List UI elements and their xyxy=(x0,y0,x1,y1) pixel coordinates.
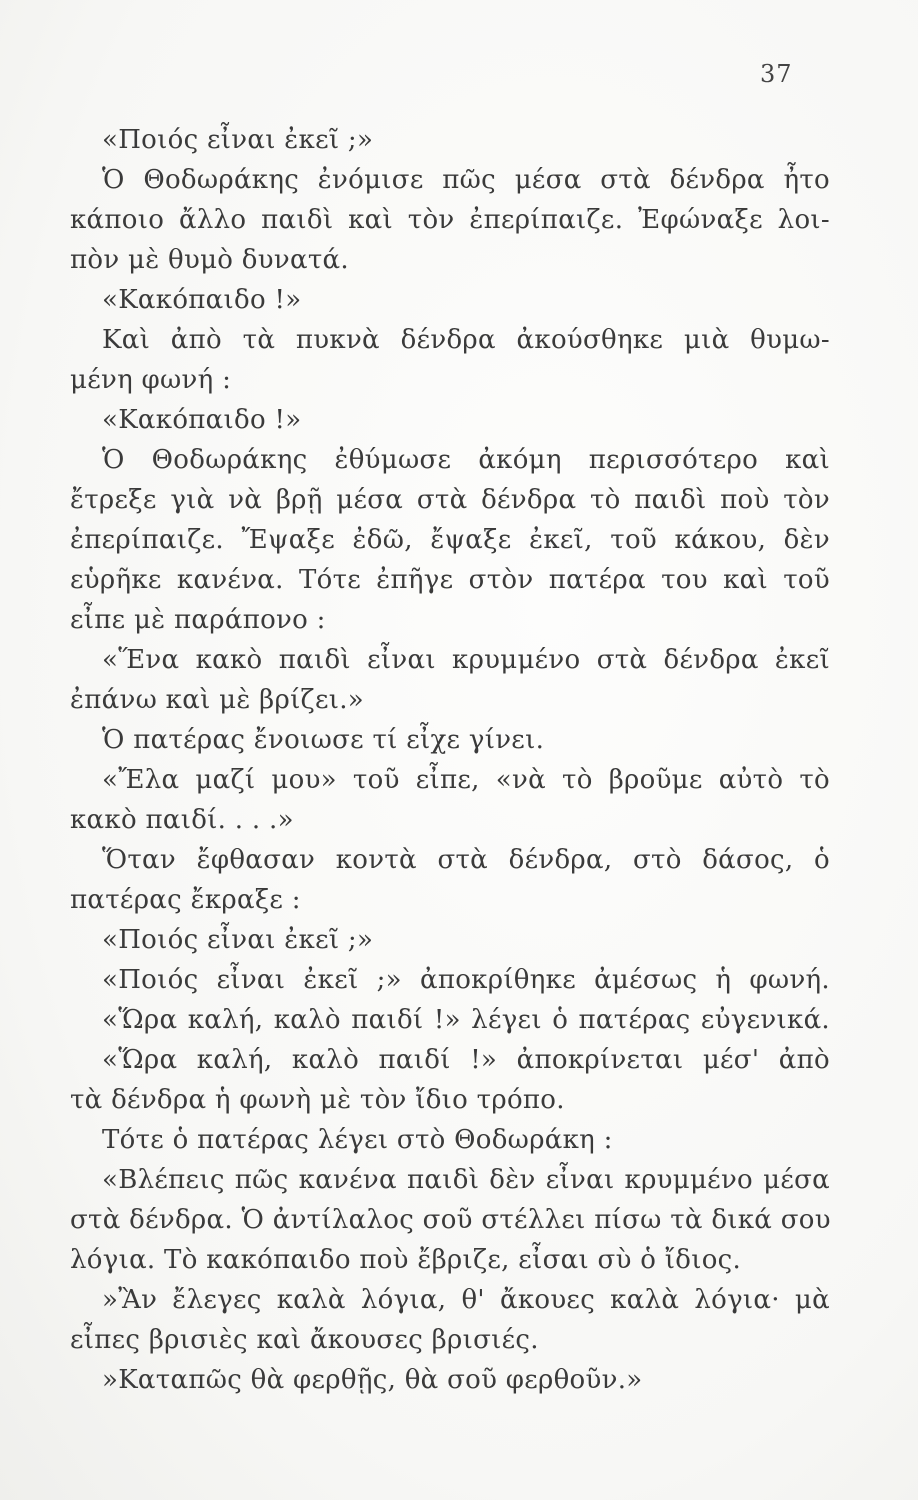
text-line: «Κακόπαιδο !» xyxy=(102,285,302,315)
text-line: Ὁ πατέρας ἔνοιωσε τί εἶχε γίνει. xyxy=(102,725,545,755)
text-line: στὰ δένδρα. Ὁ ἀντίλαλος σοῦ στέλλει πίσω τὰ δικά σου xyxy=(70,1205,831,1235)
text-line: Ὁ Θοδωράκης ἐνόμισε πῶς μέσα στὰ δένδρα ἦτο xyxy=(102,165,830,195)
text-line: πατέρας ἔκραξε : xyxy=(70,885,301,915)
text-line: «Ἕνα κακὸ παιδὶ εἶναι κρυμμένο στὰ δένδρα ἐκεῖ xyxy=(102,645,830,675)
text-line: ἐπερίπαιζε. Ἔψαξε ἐδῶ, ἔψαξε ἐκεῖ, τοῦ κάκου, δὲν xyxy=(70,525,830,555)
text-line: »Καταπῶς θὰ φερθῇς, θὰ σοῦ φερθοῦν.» xyxy=(102,1365,643,1395)
text-line: «Κακόπαιδο !» xyxy=(102,405,302,435)
text-line: »Ἂν ἔλεγες καλὰ λόγια, θ' ἄκουες καλὰ λόγια· μὰ xyxy=(102,1285,830,1315)
text-line: «Ποιός εἶναι ἐκεῖ ;» xyxy=(102,125,374,155)
text-line: εἶπε μὲ παράπονο : xyxy=(70,605,326,635)
page-number: 37 xyxy=(760,60,793,88)
text-line: «Ἔλα μαζί μου» τοῦ εἶπε, «νὰ τὸ βροῦμε αὐτὸ τὸ xyxy=(102,765,830,795)
body-text xyxy=(70,120,830,1400)
text-line: Καὶ ἀπὸ τὰ πυκνὰ δένδρα ἀκούσθηκε μιὰ θυμω- xyxy=(102,325,830,355)
text-line: ἐπάνω καὶ μὲ βρίζει.» xyxy=(70,685,364,715)
text-line: κακὸ παιδί. . . .» xyxy=(70,805,294,835)
text-line: «Ὥρα καλή, καλὸ παιδί !» λέγει ὁ πατέρας εὐγενικά. xyxy=(102,1005,830,1035)
text-line: Ὅταν ἔφθασαν κοντὰ στὰ δένδρα, στὸ δάσος, ὁ xyxy=(102,845,830,875)
text-line: τὰ δένδρα ἡ φωνὴ μὲ τὸν ἴδιο τρόπο. xyxy=(70,1085,565,1115)
text-line: Ὁ Θοδωράκης ἐθύμωσε ἀκόμη περισσότερο καὶ xyxy=(102,445,830,475)
text-line: ἔτρεξε γιὰ νὰ βρῇ μέσα στὰ δένδρα τὸ παιδὶ ποὺ τὸν xyxy=(70,485,830,515)
text-line: λόγια. Τὸ κακόπαιδο ποὺ ἔβριζε, εἶσαι σὺ ὁ ἴδιος. xyxy=(70,1245,742,1275)
text-line: «Βλέπεις πῶς κανένα παιδὶ δὲν εἶναι κρυμμένο μέσα xyxy=(102,1165,830,1195)
text-line: μένη φωνή : xyxy=(70,365,232,395)
text-line: πὸν μὲ θυμὸ δυνατά. xyxy=(70,245,349,275)
text-line: Τότε ὁ πατέρας λέγει στὸ Θοδωράκη : xyxy=(102,1125,613,1155)
text-line: εὑρῆκε κανένα. Τότε ἐπῆγε στὸν πατέρα του καὶ τοῦ xyxy=(70,565,830,595)
text-line: «Ποιός εἶναι ἐκεῖ ;» xyxy=(102,925,374,955)
text-line: «Ὥρα καλή, καλὸ παιδί !» ἀποκρίνεται μέσ' ἀπὸ xyxy=(102,1045,830,1075)
text-line: «Ποιός εἶναι ἐκεῖ ;» ἀποκρίθηκε ἀμέσως ἡ φωνή. xyxy=(102,965,830,995)
text-line: εἶπες βρισιὲς καὶ ἄκουσες βρισιές. xyxy=(70,1325,539,1355)
text-line: κάποιο ἄλλο παιδὶ καὶ τὸν ἐπερίπαιζε. Ἐφώναξε λοι- xyxy=(70,205,830,235)
